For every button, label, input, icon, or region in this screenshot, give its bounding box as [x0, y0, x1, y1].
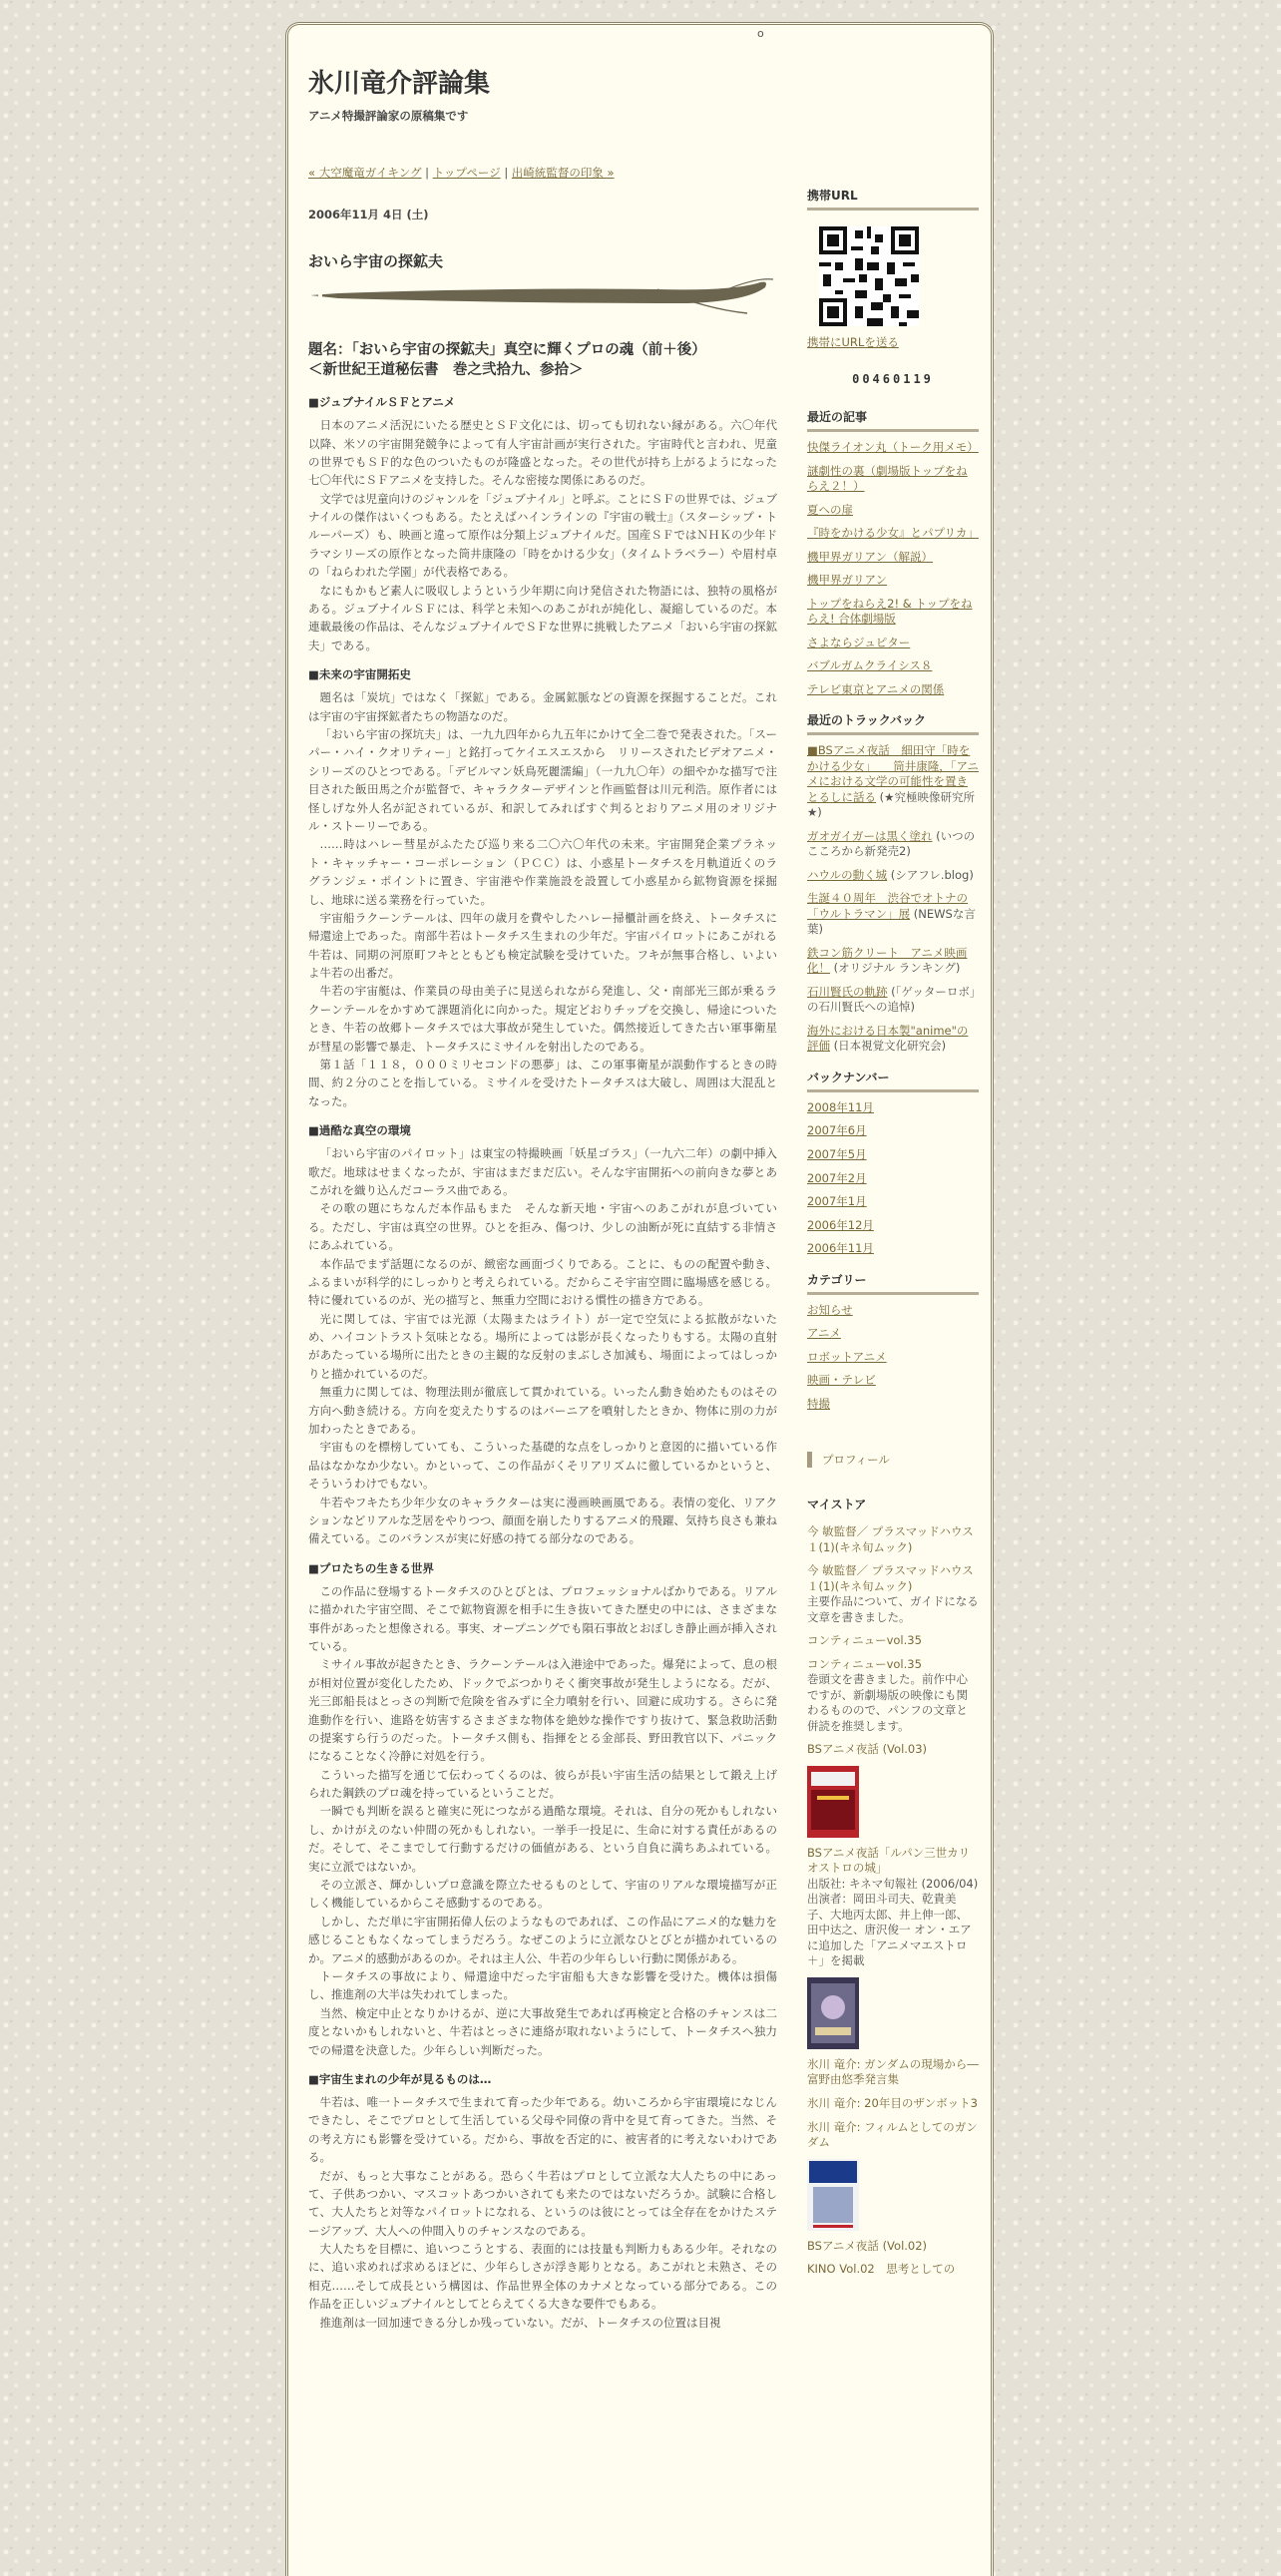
backnumber-item: [807, 1100, 979, 1116]
section-body: [308, 688, 777, 1110]
paragraph: 日本のアニメ活況にいたる歴史とＳＦ文化には、切っても切れない縁がある。六〇年代以降、米ソの宇宙開発競争によって有人宇宙計画が実行された。宇宙時代と言われ、児童の世界でもＳＦ的な色のついたものが隆盛となった。その世代が持ち上がるようになった七〇年代にＳＦアニメを支持した。そんな密接な関係にあるのだ。: [308, 418, 777, 488]
category-list: [807, 1303, 979, 1413]
trackback-link[interactable]: ■BSアニメ夜話 細田守「時をかける少女」 筒井康隆，「アニメにおける文学の可能性を置きとるしに話る: [807, 743, 979, 804]
profile-link[interactable]: プロフィール: [822, 1453, 890, 1468]
store-title-link[interactable]: KINO Vol.02 思考としての: [807, 2262, 956, 2277]
book-cover-image[interactable]: [807, 2159, 859, 2231]
recent-entry-item: [807, 597, 979, 628]
paragraph: この作品に登場するトータチスのひとびとは、プロフェッショナルばかりである。リアルに描かれた宇宙空間、そこで鉱物資源を相手に生き抜いてきた歴史の中には、さまざまな事件があったと想像される。事実、オープニングでも隕石事故とおぼしき静止画が挿入されている。: [308, 1583, 777, 1653]
trackback-source: (いつのこころから新発売2): [807, 828, 976, 859]
article-title-line: 題名：「おいら宇宙の探鉱夫」真空に輝くプロの魂（前＋後）: [308, 342, 706, 358]
paragraph: 光に関しては、宇宙では光源（太陽またはライト）が一定で空気による拡散がないため、ハイコントラスト気味となる。場所によっては影が長くなったりもする。太陽の直射があたっている場所に出たときの主観的な反射のまぶしさ加減も、場面によってはしっかりと描かれているのだ。: [308, 1311, 777, 1381]
entry-date: 2006年11月 4日 (土): [308, 208, 429, 221]
backnumber-item: [807, 1218, 979, 1234]
paragraph: 宇宙ものを標榜していても、こういった基礎的な点をしっかりと意図的に描いている作品はなかなか少ない。かといって、この作品がくそリアリズムに徹しているかというと、そういうわけでもない。: [308, 1440, 777, 1492]
backnumber-link[interactable]: 2008年11月: [807, 1099, 874, 1114]
store-item: [807, 1524, 979, 1555]
store-title-link[interactable]: 氷川 竜介: ガンダムの現場から―富野由悠季発言集: [807, 2056, 979, 2087]
paragraph: 「おいら宇宙の探坑夫」は、一九九四年から九五年にかけて全二巻で発表された。「スーパー・ハイ・クオリティー」と銘打ってケイエスエスから リリースされたビデオアニメ・シリーズのひとつである。「デビルマン妖鳥死麗濡編」（一九九〇年）の細やかな描写で注目された飯田馬之介が監督で、キャラクターデザインと作画監督は川元利浩。原作者には怪しげな外人名が記されているが、和訳してみればすぐ判るとおりアニメ用のオリジナル・ストーリーである。: [308, 726, 777, 833]
page-pin-icon: o: [757, 27, 764, 40]
trackback-source: (シアフレ.blog): [887, 867, 974, 882]
entry-navigation: [308, 165, 777, 181]
backnumber-item: [807, 1241, 979, 1257]
top-page-link[interactable]: トップページ: [432, 166, 501, 180]
trackback-link[interactable]: 鉄コン筋クリート アニメ映画化！: [807, 945, 968, 976]
trackback-link[interactable]: 海外における日本製"anime"の評価: [807, 1023, 969, 1054]
recent-entry-link[interactable]: トップをねらえ2! & トップをねらえ! 合体劇場版: [807, 596, 973, 627]
store-title-link[interactable]: BSアニメ夜話「ルパン三世カリオストロの城」: [807, 1845, 971, 1876]
recent-entry-link[interactable]: 夏への扉: [807, 502, 853, 517]
paragraph: ミサイル事故が起きたとき、ラクーンテールは入港途中であった。爆発によって、息の根が相対位置が変化したため、ドックでぶつかりそく衝突事故が発生しようになる。だが、光三郎船長はとっさの判断で危険を省みずに全力噴射を行い、回避に成功する。さらに発進動作を行い、進路を妨害するさまざまな物体を絶妙な操作ですり抜けて、緊急救助活動の提案すら行うのだった。トータチス側も、指揮をとる金部長、野田教官以下、パニックになることなく冷静に対処を行う。: [308, 1657, 777, 1764]
store-title-link[interactable]: BSアニメ夜話 (Vol.03): [807, 1742, 928, 1757]
store-description: 出版社: キネマ旬報社 (2006/04) 出演者：岡田斗司夫、乾貴美子、大地丙太郎、井上伸一郎、田中达之、唐沢俊一 オン・エアに追加した「アニメマエストロ＋」を掲載: [807, 1876, 979, 1968]
paragraph: 無重力に関しては、物理法則が徹底して貫かれている。いったん動き始めたものはその方向へ動き続ける。方向を変えたりするのはバーニアを噴射したときか、物体に別の力が加わったときである。: [308, 1385, 777, 1437]
sidebar: [807, 165, 979, 2286]
paragraph: 宇宙船ラクーンテールは、四年の歳月を費やしたハレー掃櫃計画を終え、トータチスに帰還途上であった。南部牛若はトータチス生まれの少年だ。宇宙パイロットにあこがれる牛若は、同期の河原町フキとともども検定試験を受けていた。フキが無事合格し、いよいよ牛若の出番だ。: [308, 910, 777, 981]
nav-separator: |: [425, 166, 430, 180]
backnumber-link[interactable]: 2006年11月: [807, 1241, 874, 1256]
paragraph: 第１話「１１８，０００ミリセコンドの悪夢」は、この軍事衛星が誤動作するときの時間、約２分のことを指している。ミサイルを受けたトータチスは大破し、周囲は大混乱となった。: [308, 1058, 777, 1108]
category-link[interactable]: お知らせ: [807, 1302, 853, 1317]
section-heading: ■未来の宇宙開拓史: [308, 667, 411, 682]
paragraph: しかし、ただ単に宇宙開拓偉人伝のようなものであれば、この作品にアニメ的な魅力を感じることもなくなってしまうだろう。なぜこのように立派なひとびとが描かれているのか。アニメ的感動があるのか。それは主人公、牛若の少年らしい行動に関係がある。: [308, 1914, 777, 1965]
page-container: [285, 22, 994, 2576]
profile-box: [807, 1452, 979, 1468]
recent-entry-link[interactable]: 謎劇性の裏（劇場版トップをねらえ２！）: [807, 463, 968, 494]
recent-entry-item: [807, 503, 979, 519]
recent-entry-item: [807, 464, 979, 495]
trackback-link[interactable]: 石川賢氏の軌跡: [807, 984, 888, 999]
store-item: [807, 1633, 979, 1649]
trackback-item: [807, 868, 979, 884]
category-link[interactable]: アニメ: [807, 1326, 841, 1341]
paragraph: 牛若は、唯一トータチスで生まれて育った少年である。幼いころから宇宙環境になじんできたし、そこでプロとして生活している父母や同僚の背中を見て育ってきた。当然、その考え方にも影響を受けている。だから、事故を否定的に、被害者的に考えないわけである。: [308, 2094, 777, 2165]
pen-flourish-icon: [308, 273, 777, 317]
backnumber-link[interactable]: 2007年2月: [807, 1170, 867, 1185]
recent-entry-link[interactable]: 快傑ライオン丸（トーク用メモ）: [807, 440, 979, 454]
store-item: [807, 2120, 979, 2231]
paragraph: 文学では児童向けのジャンルを「ジュブナイル」と呼ぶ。ことにＳＦの世界では、ジュブナイルの傑作はいくつもある。たとえばハインラインの『宇宙の戦士』（スターシップ・トルーパーズ）も、映画と違って原作は分類上ジュブナイルだ。国産ＳＦではＮＨＫの少年ドラマシリーズの原作となった筒井康隆の「時をかける少女」（タイムトラベラー）や眉村卓の「ねらわれた学園」が代表格である。: [308, 491, 777, 580]
recent-entries-list: [807, 440, 979, 697]
book-cover-image[interactable]: [807, 1977, 859, 2049]
trackback-item: [807, 891, 979, 938]
store-title-link[interactable]: BSアニメ夜話 (Vol.02): [807, 2238, 928, 2253]
trackbacks-list: [807, 743, 979, 1055]
article-title-line: ＜新世紀王道秘伝書 巻之弐拾九、参拾＞: [308, 361, 584, 378]
recent-entry-item: [807, 682, 979, 698]
entry-title: おいら宇宙の探鉱夫: [308, 252, 444, 270]
backnumber-item: [807, 1194, 979, 1210]
recent-entry-link[interactable]: 『時をかける少女』とパプリカ」: [807, 526, 979, 541]
recent-entry-link[interactable]: バブルガムクライシス８: [807, 658, 933, 673]
section-body: [308, 1144, 777, 1548]
site-description: アニメ特撮評論家の原稿集です: [308, 109, 469, 124]
store-item: [807, 1742, 979, 1838]
category-item: [807, 1303, 979, 1319]
recent-entry-link[interactable]: さよならジュピター: [807, 635, 911, 649]
recent-entry-link[interactable]: 機甲界ガリアン: [807, 573, 888, 588]
paragraph: 牛若の宇宙艇は、作業員の母由美子に見送られながら発進し、父・南部光三郎が乗るラクーンテールをかすめて課題消化に向かった。規定どおりチップを交換し、帰途についたとき、牛若の故郷トータチスでは大事故が発生していた。偶然接近してきた古い軍事衛星が彗星の影響で暴走、トータチスにミサイルを射出したのである。: [308, 984, 777, 1054]
paragraph: 本作品でまず話題になるのが、緻密な画面づくりである。ことに、ものの配置や動き、ふるまいが科学的にしっかりと考えられている。だからこそ宇宙空間に臨場感を感じる。特に優れているのが、光の描写と、無重力空間における慣性の描き方である。: [308, 1256, 777, 1308]
store-item: [807, 2262, 979, 2278]
recent-entries-heading: 最近の記事: [807, 408, 979, 432]
recent-entry-item: [807, 573, 979, 589]
store-title-link[interactable]: コンティニューvol.35: [807, 1656, 922, 1671]
store-image-link[interactable]: コンティニューvol.35: [807, 1633, 922, 1648]
category-item: [807, 1326, 979, 1342]
trackback-item: [807, 743, 979, 821]
section-heading: ■宇宙生まれの少年が見るものは…: [308, 2071, 492, 2086]
trackback-source: (オリジナル ランキング): [830, 961, 961, 976]
paragraph: その歌の題にちなんだ本作品もまた そんな新天地・宇宙へのあこがれが息づいている。ただし、宇宙は真空の世界。ひとを拒み、傷つけ、少しの油断が死に直結する非情さにあふれている。: [308, 1201, 777, 1253]
store-description: 主要作品について、ガイドになる文章を書きました。: [807, 1594, 979, 1624]
section-body: [308, 2093, 777, 2332]
trackback-link[interactable]: 生誕４０周年 渋谷でオトナの「ウルトラマン」展: [807, 891, 968, 921]
next-entry-link[interactable]: 出崎統監督の印象 »: [511, 166, 615, 180]
trackback-item: [807, 946, 979, 977]
trackback-source: (★究極映像研究所★): [807, 789, 975, 820]
store-item: [807, 2096, 979, 2112]
main-column: [308, 165, 777, 2332]
recent-entry-item: [807, 440, 979, 456]
category-item: [807, 1373, 979, 1389]
access-counter: 00460119: [852, 372, 934, 386]
trackback-source: (「ゲッターロボ」の石川賢氏への追悼): [807, 984, 976, 1015]
paragraph: 大人たちを目標に、追いつこうとする、表面的には技量も判断力もある少年。それなのに、追い求めれば求めるほどに、少年らしさが浮き彫りとなる。あこがれと未熟さ、その相克……そして成長という構図は、作品世界全体のカナメとなっている部分である。この作品を正しいジュブナイルとしてとらえてくる大きな要件でもある。: [308, 2242, 777, 2312]
qr-code-icon: [819, 226, 919, 326]
paragraph: 一瞬でも判断を誤ると確実に死につながる過酷な環境。それは、自分の死かもしれないし、かけがえのない仲間の死かもしれない。一挙手一投足に、生命に対する責任があるのだ。そして、そこまでして行動するだけの価値がある、という自負に満ちあふれている。実に立派ではないか。: [308, 1804, 777, 1874]
recent-entry-item: [807, 526, 979, 542]
recent-entry-link[interactable]: 機甲界ガリアン（解説）: [807, 549, 934, 564]
backnumber-link[interactable]: 2007年6月: [807, 1123, 867, 1138]
prev-entry-link[interactable]: « 大空魔竜ガイキング: [308, 166, 422, 180]
section-body: [308, 1582, 777, 2059]
recent-entry-item: [807, 550, 979, 566]
backnumber-link[interactable]: 2007年5月: [807, 1146, 867, 1161]
recent-entry-item: [807, 658, 979, 674]
section-heading: ■ジュブナイルＳＦとアニメ: [308, 395, 456, 410]
article-body: [308, 394, 777, 2332]
category-item: [807, 1397, 979, 1413]
category-heading: カテゴリー: [807, 1271, 979, 1295]
recent-entry-link[interactable]: テレビ東京とアニメの関係: [807, 681, 945, 696]
paragraph: 推進剤は一回加速できる分しか残っていない。だが、トータチスの位置は目視: [319, 2315, 721, 2330]
paragraph: ……時はハレー彗星がふたたび巡り来る二〇六〇年代の未来。宇宙開発企業プラネット・キャッチャー・コーポレーション（ＰＣＣ）は、小惑星トータチスを月軌道近くのラグランジェ・ポイントに置き、宇宙港や作業施設を設置して小惑星から鉱物資源を採掘し、地球に送る業務を行っていた。: [308, 837, 777, 907]
trackbacks-heading: 最近のトラックバック: [807, 711, 979, 735]
site-title[interactable]: 氷川竜介評論集: [308, 69, 491, 99]
backnumber-link[interactable]: 2006年12月: [807, 1217, 874, 1232]
paragraph: こういった描写を通じて伝わってくるのは、彼らが長い宇宙生活の結果として鍛え上げられた鋼鉄のプロ魂を持っているということだ。: [308, 1767, 777, 1801]
trackback-link[interactable]: ガオガイガーは黒く塗れ: [807, 828, 933, 843]
trackback-item: [807, 829, 979, 860]
paragraph: 題名は「炭坑」ではなく「探鉱」である。金属鉱脈などの資源を探掘することだ。これは宇宙の宇宙探鉱者たちの物語なのだ。: [308, 690, 777, 723]
backnumber-heading: バックナンバー: [807, 1069, 979, 1092]
store-item: [807, 1846, 979, 2049]
backnumber-item: [807, 1147, 979, 1163]
category-link[interactable]: ロボットアニメ: [807, 1349, 887, 1364]
store-description: 巻頭文を書きました。前作中心ですが、新劇場版の映像にも関わるものので、パンフの文章と併読を推奨します。: [807, 1672, 968, 1733]
trackback-item: [807, 1024, 979, 1055]
category-link[interactable]: 映画・テレビ: [807, 1373, 876, 1388]
store-item: [807, 2057, 979, 2088]
paragraph: なにもかもど素人に吸収しようという少年期に向け発信された物語には、独特の風格がある。ジュブナイルＳＦには、科学と未知へのあこがれが純化し、凝縮しているのだ。本連載最後の作品は、そんなジュブナイルでＳＦな世界に挑戦したアニメ「おいら宇宙の探鉱夫」である。: [308, 583, 777, 652]
paragraph: 当然、検定中止となりかけるが、逆に大事故発生であれば再検定と合格のチャンスは二度とないかもしれないと、牛若はとっさに連絡が取れないようにして、トータチスへ独力での帰還を決意した。少年らしい判断だった。: [308, 2005, 777, 2057]
category-link[interactable]: 特撮: [807, 1396, 830, 1411]
trackback-item: [807, 985, 979, 1016]
section-heading: ■過酷な真空の環境: [308, 1123, 411, 1138]
section-heading: ■プロたちの生きる世界: [308, 1560, 434, 1575]
trackback-source: (NEWSな言葉): [807, 906, 976, 937]
backnumber-link[interactable]: 2007年1月: [807, 1194, 867, 1209]
paragraph: だが、もっと大事なことがある。恐らく牛若はプロとして立派な大人たちの中にあって、子供あつかい、マスコットあつかいされても来たのではないだろうか。試験に合格して、大人たちと対等なパイロットになれる、というのは彼にとっては全存在をかけたステージアップ、大人への仲間入りのチャンスなのである。: [308, 2168, 777, 2238]
store-item: [807, 2239, 979, 2255]
store-item: [807, 1657, 979, 1735]
backnumber-item: [807, 1171, 979, 1187]
trackback-link[interactable]: ハウルの動く城: [807, 867, 888, 882]
store-title-link[interactable]: 今 敏監督／ プラスマッドハウス１(1)(キネ旬ムック): [807, 1563, 974, 1593]
paragraph: トータチスの事故により、帰還途中だった宇宙船も大きな影響を受けた。機体は損傷し、推進剤の大半は失われてしまった。: [308, 1968, 777, 2002]
send-url-link[interactable]: 携帯にURLを送る: [807, 335, 899, 349]
blog-header: [308, 69, 947, 124]
recent-entry-item: [807, 636, 979, 651]
article-title: [308, 341, 777, 380]
store-title-link[interactable]: 氷川 竜介: 20年目のザンボット3: [807, 2096, 978, 2110]
section-body: [308, 416, 777, 654]
book-cover-image[interactable]: [807, 1766, 859, 1838]
trackback-source: (日本視覚文化研究会): [830, 1039, 947, 1054]
backnumber-item: [807, 1123, 979, 1139]
nav-separator: |: [504, 166, 509, 180]
paragraph: 「おいら宇宙のパイロット」は東宝の特撮映画「妖星ゴラス」（一九六二年）の劇中挿入歌だ。地球はせまくなったが、宇宙はまだまだ広い。そんな宇宙開拓への前向きな夢とあこがれを織り込んだコーラス曲である。: [308, 1146, 777, 1197]
backnumber-list: [807, 1100, 979, 1257]
store-item: [807, 1563, 979, 1625]
mobile-url-heading: 携帯URL: [807, 187, 979, 211]
category-item: [807, 1350, 979, 1366]
mystore-heading: マイストア: [807, 1498, 867, 1512]
store-title-link[interactable]: 氷川 竜介: フィルムとしてのガンダム: [807, 2119, 978, 2150]
store-image-link[interactable]: 今 敏監督／ プラスマッドハウス１(1)(キネ旬ムック): [807, 1524, 974, 1554]
paragraph: 牛若やフキたち少年少女のキャラクターは実に漫画映画風である。表情の変化、リアクションなどリアルな芝居をやりつつ、顔面を崩したりするアニメ的飛躍、気持ち良さも兼ね備えている。このバランスが実に好感の持てる部分なのである。: [308, 1495, 777, 1546]
paragraph: その立派さ、輝かしいプロ意識を際立たせるものとして、宇宙のリアルな環境描写が正しく機能しているからこそ感動するのである。: [308, 1878, 777, 1911]
